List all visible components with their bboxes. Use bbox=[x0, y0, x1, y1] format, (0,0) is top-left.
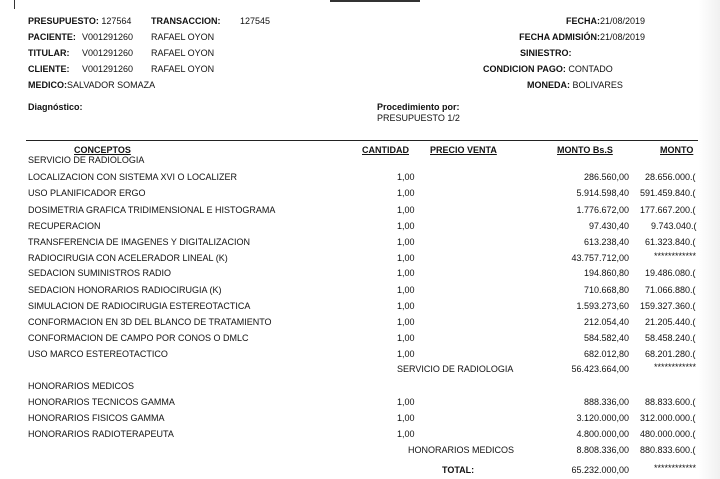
section-title-radiologia: SERVICIO DE RADIOLOGIA bbox=[28, 155, 145, 165]
fecha-admision-field bbox=[519, 32, 645, 42]
row-cantidad: 1,00 bbox=[397, 397, 415, 407]
total-label: TOTAL: bbox=[442, 465, 475, 475]
row-monto-bs: 5.914.598,40 bbox=[576, 188, 629, 198]
row-concepto: HONORARIOS TECNICOS GAMMA bbox=[28, 397, 175, 407]
row-cantidad: 1,00 bbox=[397, 285, 415, 295]
row-cantidad: 1,00 bbox=[397, 268, 415, 278]
row-concepto: SEDACION SUMINISTROS RADIO bbox=[28, 268, 172, 278]
row-monto-bs: 4.800.000,00 bbox=[576, 429, 629, 439]
row-monto: 177.667.200.( bbox=[640, 205, 696, 215]
section-title-honorarios: HONORARIOS MEDICOS bbox=[28, 381, 135, 391]
row-monto-bs: 194.860,80 bbox=[583, 268, 629, 278]
top-title-underline bbox=[330, 0, 420, 2]
row-monto-bs: 3.120.000,00 bbox=[576, 413, 629, 423]
row-cantidad: 1,00 bbox=[397, 221, 415, 231]
col-monto-bs: MONTO Bs.S bbox=[557, 145, 613, 155]
row-concepto: USO MARCO ESTEREOTACTICO bbox=[28, 349, 168, 359]
row-monto: 68.201.280.( bbox=[645, 349, 696, 359]
row-monto-bs: 1.593.273,60 bbox=[576, 301, 629, 311]
presupuesto-value: 127564 bbox=[101, 16, 132, 26]
row-concepto: SIMULACION DE RADIOCIRUGIA ESTEREOTACTICA bbox=[28, 301, 251, 311]
total-bs: 65.232.000,00 bbox=[571, 465, 629, 475]
col-precio-venta: PRECIO VENTA bbox=[430, 145, 497, 155]
row-cantidad: 1,00 bbox=[397, 317, 415, 327]
transaccion-label: TRANSACCION: bbox=[151, 16, 221, 26]
diagnostico-label: Diagnóstico: bbox=[28, 102, 83, 112]
paciente-name: RAFAEL OYON bbox=[151, 32, 215, 42]
row-monto-bs: 212.054,40 bbox=[583, 317, 629, 327]
fecha-value: 21/08/2019 bbox=[599, 16, 645, 26]
row-monto-bs: 286.560,00 bbox=[583, 172, 629, 182]
row-monto: ************ bbox=[654, 251, 697, 261]
row-monto: 159.327.360.( bbox=[640, 301, 696, 311]
row-monto: 312.000.000.( bbox=[640, 413, 696, 423]
condicion-field bbox=[483, 64, 613, 74]
row-monto-bs: 888.336,00 bbox=[583, 397, 629, 407]
row-cantidad: 1,00 bbox=[397, 301, 415, 311]
row-cantidad: 1,00 bbox=[397, 429, 415, 439]
condicion-label: CONDICION PAGO: bbox=[483, 64, 566, 74]
row-cantidad: 1,00 bbox=[397, 413, 415, 423]
row-cantidad: 1,00 bbox=[397, 188, 415, 198]
fecha-label: FECHA: bbox=[565, 16, 600, 26]
row-cantidad: 1,00 bbox=[397, 237, 415, 247]
subtotal-label: HONORARIOS MEDICOS bbox=[408, 445, 515, 455]
row-cantidad: 1,00 bbox=[397, 172, 415, 182]
fecha-admision-label: FECHA ADMISIÓN: bbox=[519, 32, 600, 42]
header-separator bbox=[26, 140, 698, 141]
page-edge-shadow bbox=[698, 0, 720, 479]
presupuesto-label: PRESUPUESTO: bbox=[28, 16, 99, 26]
row-monto: 480.000.000.( bbox=[640, 429, 696, 439]
row-concepto: TRANSFERENCIA DE IMAGENES Y DIGITALIZACION bbox=[28, 237, 251, 247]
row-concepto: CONFORMACION EN 3D DEL BLANCO DE TRATAMIENTO bbox=[28, 317, 272, 327]
row-monto: 88.833.600.( bbox=[645, 397, 696, 407]
row-monto-bs: 613.238,40 bbox=[583, 237, 629, 247]
row-monto-bs: 710.668,80 bbox=[583, 285, 629, 295]
siniestro-label: SINIESTRO: bbox=[520, 48, 572, 58]
left-margin-line bbox=[14, 0, 15, 9]
titular-name: RAFAEL OYON bbox=[151, 48, 215, 58]
row-monto-bs: 43.757.712,00 bbox=[571, 253, 629, 263]
row-concepto: CONFORMACION DE CAMPO POR CONOS O DMLC bbox=[28, 333, 249, 343]
row-monto: 591.459.840.( bbox=[640, 188, 696, 198]
row-concepto: HONORARIOS RADIOTERAPEUTA bbox=[28, 429, 174, 439]
row-monto-bs: 97.430,40 bbox=[588, 221, 629, 231]
row-concepto: SEDACION HONORARIOS RADIOCIRUGIA (K) bbox=[28, 285, 222, 295]
row-cantidad: 1,00 bbox=[397, 333, 415, 343]
row-concepto: DOSIMETRIA GRAFICA TRIDIMENSIONAL E HISTOGRAMA bbox=[28, 205, 276, 215]
medico-field bbox=[28, 80, 155, 90]
row-monto: 19.486.080.( bbox=[645, 268, 696, 278]
row-cantidad: 1,00 bbox=[397, 205, 415, 215]
row-monto: 28.656.000.( bbox=[645, 172, 696, 182]
medico-label: MEDICO: bbox=[28, 80, 67, 90]
subtotal-monto: ************ bbox=[654, 362, 697, 372]
row-monto: 71.066.880.( bbox=[645, 285, 696, 295]
moneda-value: BOLIVARES bbox=[572, 80, 623, 90]
moneda-field bbox=[527, 80, 623, 90]
row-concepto: RECUPERACION bbox=[28, 221, 101, 231]
col-cantidad: CANTIDAD bbox=[362, 145, 409, 155]
row-concepto: USO PLANIFICADOR ERGO bbox=[28, 188, 146, 198]
condicion-value: CONTADO bbox=[568, 64, 613, 74]
cliente-name: RAFAEL OYON bbox=[151, 64, 215, 74]
row-monto-bs: 682.012,80 bbox=[583, 349, 629, 359]
transaccion-value: 127545 bbox=[240, 16, 271, 26]
total-monto: ************ bbox=[654, 463, 697, 473]
fecha-admision-value: 21/08/2019 bbox=[599, 32, 645, 42]
col-conceptos: CONCEPTOS bbox=[74, 145, 131, 155]
procedimiento-value: PRESUPUESTO 1/2 bbox=[377, 113, 460, 123]
row-cantidad: 1,00 bbox=[397, 349, 415, 359]
col-monto: MONTO bbox=[660, 145, 694, 155]
titular-id: V001291260 bbox=[82, 48, 134, 58]
row-concepto: RADIOCIRUGIA CON ACELERADOR LINEAL (K) bbox=[28, 253, 228, 263]
titular-label: TITULAR: bbox=[28, 48, 70, 58]
subtotal-label: SERVICIO DE RADIOLOGIA bbox=[397, 364, 514, 374]
subtotal-bs: 56.423.664,00 bbox=[571, 364, 629, 374]
row-monto: 58.458.240.( bbox=[645, 333, 696, 343]
row-monto-bs: 1.776.672,00 bbox=[576, 205, 629, 215]
subtotal-bs: 8.808.336,00 bbox=[576, 445, 629, 455]
row-monto-bs: 584.582,40 bbox=[583, 333, 629, 343]
paciente-label: PACIENTE: bbox=[28, 32, 76, 42]
cliente-label: CLIENTE: bbox=[28, 64, 70, 74]
row-monto: 61.323.840.( bbox=[645, 237, 696, 247]
row-concepto: LOCALIZACION CON SISTEMA XVI O LOCALIZER bbox=[28, 172, 238, 182]
subtotal-monto: 880.833.600.( bbox=[640, 445, 696, 455]
transaccion-field bbox=[151, 16, 221, 26]
cliente-id: V001291260 bbox=[82, 64, 134, 74]
moneda-label: MONEDA: bbox=[527, 80, 570, 90]
paciente-id: V001291260 bbox=[82, 32, 134, 42]
medico-value: SALVADOR SOMAZA bbox=[67, 80, 156, 90]
row-cantidad: 1,00 bbox=[397, 253, 415, 263]
row-concepto: HONORARIOS FISICOS GAMMA bbox=[28, 413, 165, 423]
row-monto: 9.743.040.( bbox=[651, 221, 697, 231]
fecha-field bbox=[566, 16, 645, 26]
row-monto: 21.205.440.( bbox=[645, 317, 696, 327]
presupuesto-field bbox=[28, 16, 131, 26]
procedimiento-label: Procedimiento por: bbox=[377, 102, 460, 112]
